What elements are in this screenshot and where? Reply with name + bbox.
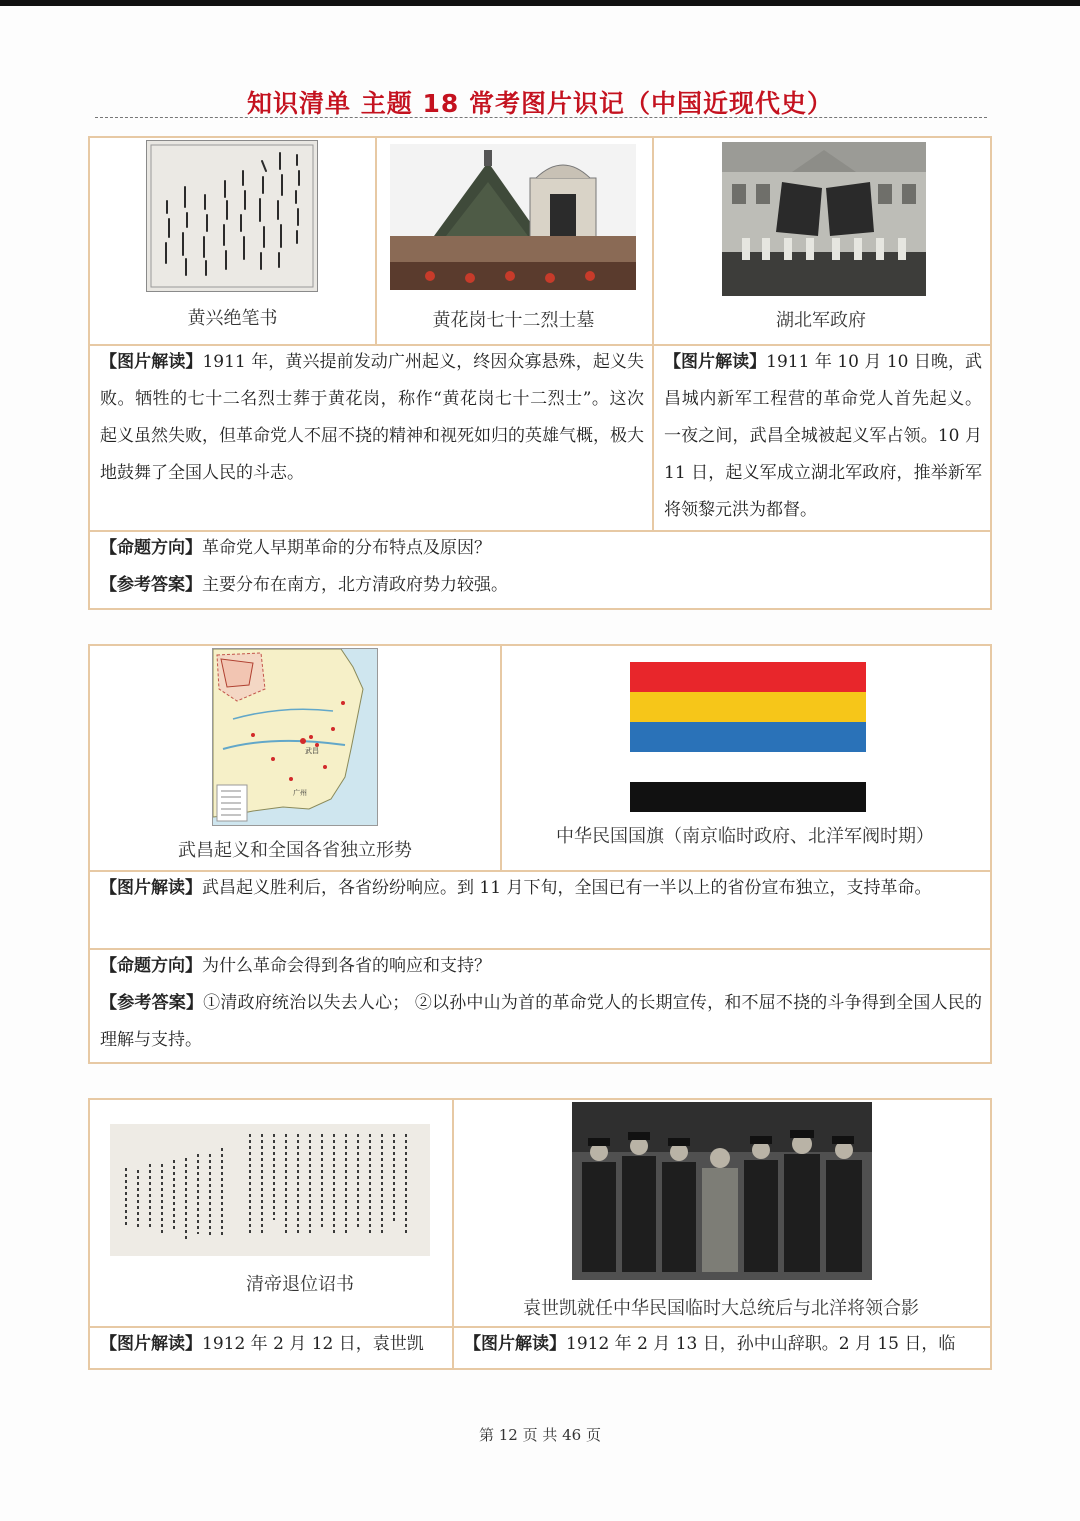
reading-right-body: 1912 年 2 月 13 日，孙中山辞职。2 月 15 日，临	[566, 1334, 956, 1354]
reading-label: 【图片解读】	[664, 352, 767, 372]
divider	[652, 138, 654, 532]
reading-body: 武昌起义胜利后，各省纷纷响应。到 11 月下旬，全国已有一半以上的省份宣布独立，支持革命。	[202, 878, 932, 898]
answer-text: 主要分布在南方，北方清政府势力较强。	[202, 575, 508, 595]
flag-stripe	[630, 692, 866, 722]
page-number: 第 12 页 共 46 页	[478, 1426, 601, 1444]
caption-huang-xing-letter: 黄兴绝笔书	[187, 308, 278, 329]
question-text: 为什么革命会得到各省的响应和支持？	[202, 956, 491, 976]
five-color-flag-image	[630, 662, 866, 812]
question-label: 【命题方向】	[100, 956, 202, 976]
caption-hubei-military-government: 湖北军政府	[776, 310, 866, 331]
reading-left-body: 1911 年，黄兴提前发动广州起义，终因众寡悬殊，起义失败。牺牲的七十二名烈士葬于黄花岗，称作“黄花岗七十二烈士”。这次起义虽然失败，但革命党人不屈不挠的精神和视死如归的英雄气概，极大地鼓舞了全国人民的斗志。	[100, 352, 644, 483]
flag-stripe	[630, 782, 866, 812]
reading-right-text	[464, 1326, 984, 1363]
map-label-wuchang: 武昌	[305, 747, 319, 755]
question-label: 【命题方向】	[100, 538, 202, 558]
section-1	[88, 136, 992, 610]
reading-left-text	[100, 344, 644, 492]
hubei-military-government-image	[722, 142, 926, 296]
answer-text: ①清政府统治以失去人心； ②以孙中山为首的革命党人的长期宣传，和不屈不挠的斗争得到全国人民的理解与支持。	[100, 993, 983, 1050]
top-edge-bar	[0, 0, 1080, 6]
page-title: 知识清单 主题 18 常考图片识记（中国近现代史）	[247, 89, 833, 118]
yuan-shikai-group-photo-image	[572, 1102, 872, 1280]
caption-abdication-edict: 清帝退位诏书	[246, 1274, 354, 1295]
reading-right-text	[664, 344, 982, 529]
title-divider	[95, 117, 987, 118]
caption-huanghuagang: 黄花岗七十二烈士墓	[432, 310, 595, 331]
caption-wuchang-map: 武昌起义和全国各省独立形势	[178, 840, 412, 861]
reading-label: 【图片解读】	[100, 1334, 202, 1354]
caption-yuan-shikai-photo: 袁世凯就任中华民国临时大总统后与北洋将领合影	[523, 1298, 919, 1319]
wuchang-uprising-map-image	[212, 648, 378, 826]
map-label-guangzhou: 广州	[293, 789, 307, 797]
section-3	[88, 1098, 992, 1370]
section-2	[88, 644, 992, 1064]
answer-label: 【参考答案】	[100, 993, 204, 1013]
abdication-edict-image	[110, 1124, 430, 1256]
flag-stripe	[630, 722, 866, 752]
question-line	[100, 948, 980, 985]
huanghuagang-memorial-image	[390, 144, 636, 290]
reading-left-body: 1912 年 2 月 12 日，袁世凯	[202, 1334, 424, 1354]
flag-stripe	[630, 752, 866, 782]
flag-stripe	[630, 662, 866, 692]
reading-label: 【图片解读】	[100, 352, 203, 372]
reading-text	[100, 870, 982, 907]
reading-right-body: 1911 年 10 月 10 日晚，武昌城内新军工程营的革命党人首先起义。一夜之间，武昌全城被起义军占领。10 月 11 日，起义军成立湖北军政府，推举新军将领黎元洪为都督。	[664, 352, 983, 520]
question-text: 革命党人早期革命的分布特点及原因？	[202, 538, 491, 558]
answer-label: 【参考答案】	[100, 575, 202, 595]
answer-line	[100, 985, 982, 1059]
reading-label: 【图片解读】	[464, 1334, 566, 1354]
caption-national-flag: 中华民国国旗（南京临时政府、北洋军阀时期）	[556, 826, 934, 847]
reading-label: 【图片解读】	[100, 878, 202, 898]
answer-line	[100, 567, 980, 604]
question-line	[100, 530, 980, 567]
huang-xing-letter-image	[146, 140, 318, 292]
reading-left-text	[100, 1326, 446, 1363]
divider	[452, 1100, 454, 1370]
